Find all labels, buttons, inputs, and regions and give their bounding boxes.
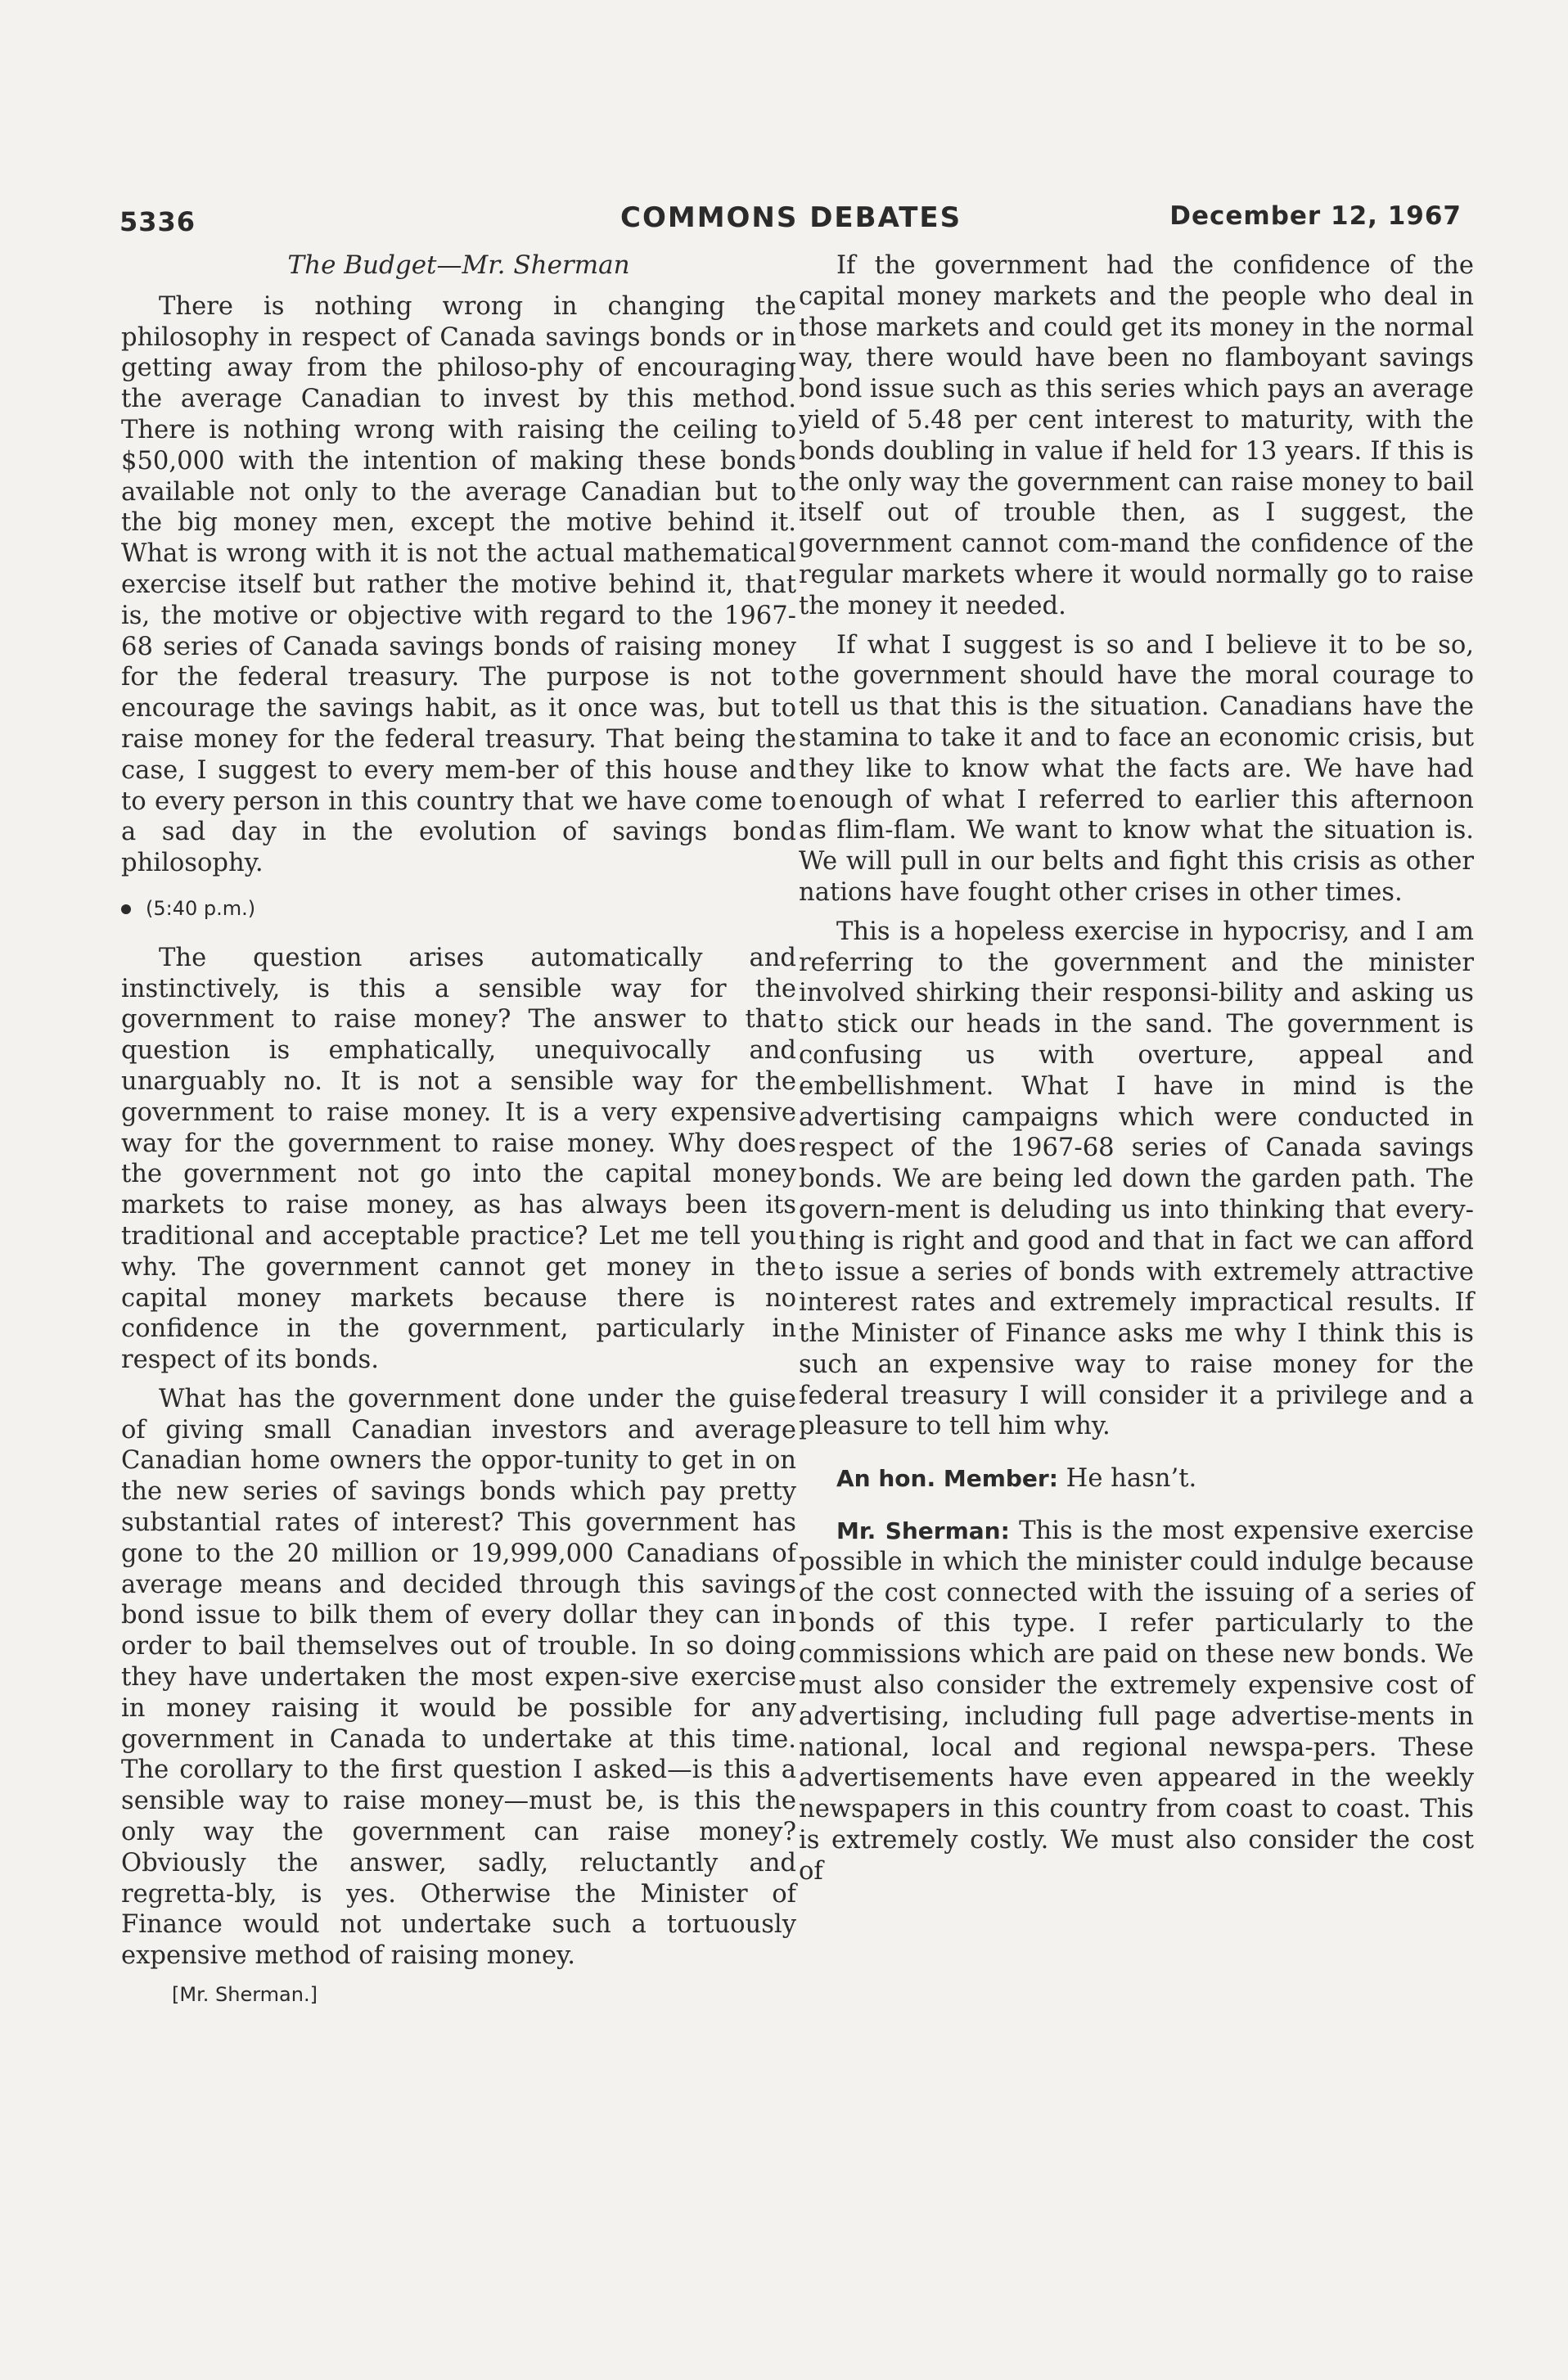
speech-speaker: Mr. Sherman: [836,1517,1010,1545]
right-column [799,250,1474,1895]
speaker-attribution: [Mr. Sherman.] [172,1983,318,2007]
issue-date: December 12, 1967 [1169,201,1462,231]
journal-title: COMMONS DEBATES [620,201,962,234]
left-paragraph-2: The question arises automatically and instinctively, is this a sensible way for the government to raise money? The answer to that question is emphatically, unequivocally and unarguably no. It is not a sensible way for the government to raise money. It is a very expensive way for the government to raise money. Why does the government not go into the capital money markets to raise money, as has always been its traditional and acceptable practice? Let me tell you why. The government cannot get money in the capital money markets because there is no confidence in the government, particularly in respect of its bonds. [121,943,796,1375]
left-paragraph-3: What has the government done under the guise of giving small Canadian investors and average Canadian home owners the oppor-tunity to get in on the new series of savings bonds which pay pretty substantial rates of interest? This government has gone to the 20 million or 19,999,000 Canadians of average means and decided through this savings bond issue to bilk them of every dollar they can in order to bail themselves out of trouble. In so doing they have undertaken the most expen-sive exercise in money raising it would be possible for any government in Canada to undertake at this time. The corollary to the first question I asked—is this a sensible way to raise money—must be, is this the only way the government can raise money? Obviously the answer, sadly, reluctantly and regretta-bly, is yes. Otherwise the Minister of Finance would not undertake such a tortuously expensive method of raising money. [121,1384,796,1971]
time-stamp [121,894,796,925]
running-head: The Budget—Mr. Sherman [287,250,630,280]
page-number: 5336 [119,206,196,237]
interjection-speaker: An hon. Member: [836,1465,1058,1493]
time-stamp-text: (5:40 p.m.) [146,896,256,920]
left-column [121,250,796,2019]
bullet-icon [121,904,131,914]
interjection-text: He hasn’t. [1057,1464,1197,1494]
right-paragraph-3: This is a hopeless exercise in hypocrisy, and I am referring to the government and the minister involved shirking their responsi-bility and asking us to stick our heads in the sand. The government is confusing us with overture, appeal and embellishment. What I have in mind is the advertising campaigns which were conducted in respect of the 1967-68 series of Canada savings bonds. We are being led down the garden path. The govern-ment is deluding us into thinking that every-thing is right and good and that in fact we can afford to issue a series of bonds with extremely attractive interest rates and extremely impractical results. If the Minister of Finance asks me why I think this is such an expensive way to raise money for the federal treasury I will consider it a privilege and a pleasure to tell him why. [799,917,1474,1441]
right-paragraph-1: If the government had the confidence of the capital money markets and the people who deal in those markets and could get its money in the normal way, there would have been no flamboyant savings bond issue such as this series which pays an average yield of 5.48 per cent interest to maturity, with the bonds doubling in value if held for 13 years. If this is the only way the government can raise money to bail itself out of trouble then, as I suggest, the government cannot com-mand the confidence of the regular markets where it would normally go to raise the money it needed. [799,251,1474,620]
speech [799,1516,1474,1887]
right-paragraph-2: If what I suggest is so and I believe it to be so, the government should have the moral courage to tell us that this is the situation. Canadians have the stamina to take it and to face an economic crisis, but they like to know what the facts are. We have had enough of what I referred to earlier this afternoon as flim-flam. We want to know what the situation is. We will pull in our belts and fight this crisis as other nations have fought other crises in other times. [799,630,1474,907]
interjection [799,1463,1474,1494]
page-header [119,201,1462,242]
speech-text: This is the most expensive exercise possible in which the minister could indulge because of the cost connected with the issuing of a series of bonds of this type. I refer particularly to the commissions which are paid on these new bonds. We must also consider the extremely expensive cost of advertising, including full page advertise-ments in national, local and regional newspa-pers. These advertisements have even appeared in the weekly newspapers in this country from coast to coast. This is extremely costly. We must also consider the cost of [799,1517,1474,1886]
left-paragraph-1: There is nothing wrong in changing the philosophy in respect of Canada savings bonds or in getting away from the philoso-phy of encouraging the average Canadian to invest by this method. There is nothing wrong with raising the ceiling to $50,000 with the intention of making these bonds available not only to the average Canadian but to the big money men, except the motive behind it. What is wrong with it is not the actual mathematical exercise itself but rather the motive behind it, that is, the motive or objective with regard to the 1967-68 series of Canada savings bonds of raising money for the federal treasury. The purpose is not to encourage the savings habit, as it once was, but to raise money for the federal treasury. That being the case, I suggest to every mem-ber of this house and to every person in this country that we have come to a sad day in the evolution of savings bond philosophy. [121,291,796,878]
